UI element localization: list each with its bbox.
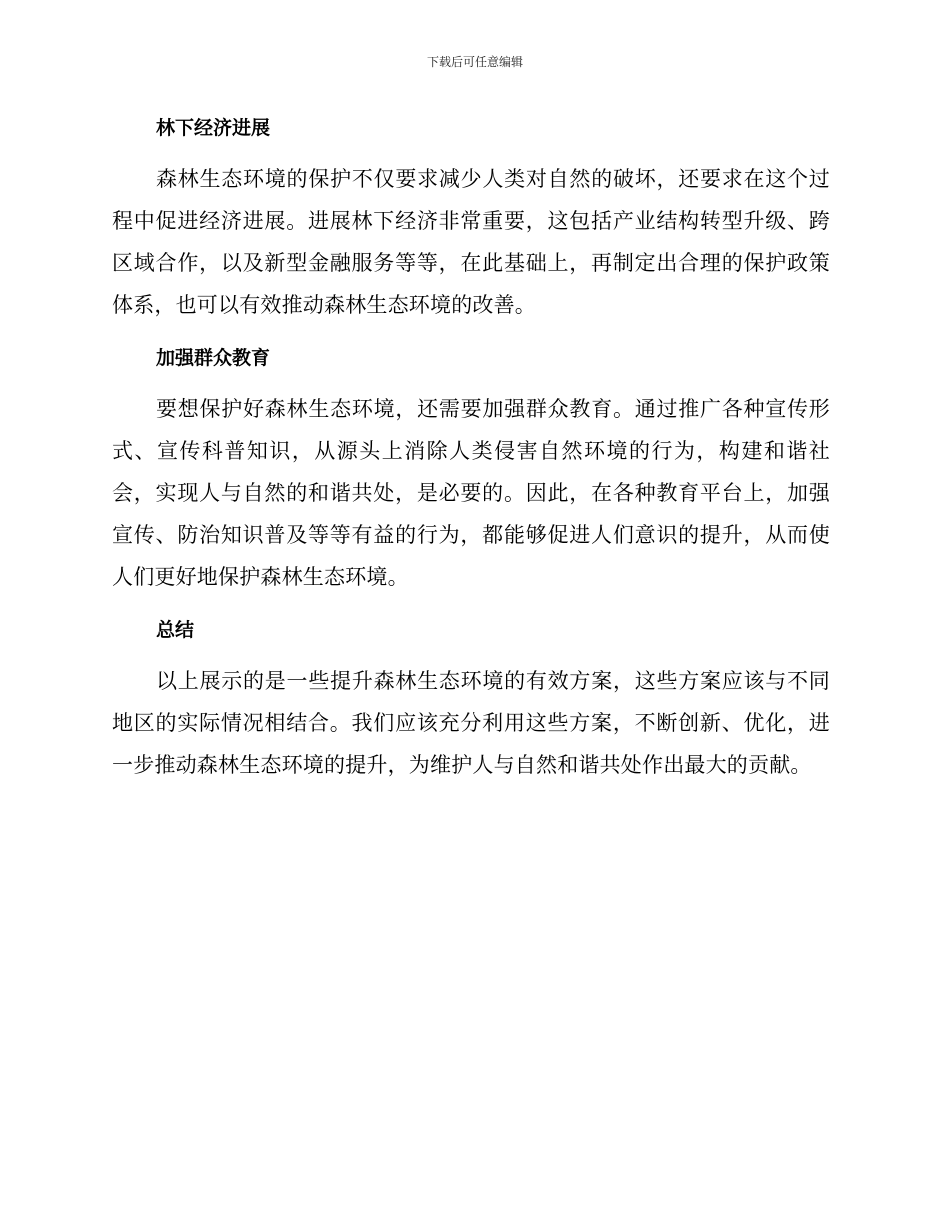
section-forest-economy bbox=[112, 108, 830, 326]
page-header-note: 下载后可任意编辑 bbox=[426, 55, 523, 69]
section-paragraph: 森林生态环境的保护不仅要求减少人类对自然的破坏，还要求在这个过程中促进经济进展。进展林下经济非常重要，这包括产业结构转型升级、跨区域合作，以及新型金融服务等等，在此基础上，再制定出合理的保护政策体系，也可以有效推动森林生态环境的改善。 bbox=[112, 167, 830, 317]
section-heading: 林下经济进展 bbox=[156, 117, 271, 139]
document-content bbox=[112, 108, 830, 798]
section-summary bbox=[112, 610, 830, 786]
section-heading: 总结 bbox=[156, 619, 195, 641]
section-paragraph: 要想保护好森林生态环境，还需要加强群众教育。通过推广各种宣传形式、宣传科普知识，从源头上消除人类侵害自然环境的行为，构建和谐社会，实现人与自然的和谐共处，是必要的。因此，在各种教育平台上，加强宣传、防治知识普及等等有益的行为，都能够促进人们意识的提升，从而使人们更好地保护森林生态环境。 bbox=[112, 397, 830, 589]
section-public-education bbox=[112, 338, 830, 598]
section-heading: 加强群众教育 bbox=[156, 347, 271, 369]
section-paragraph: 以上展示的是一些提升森林生态环境的有效方案，这些方案应该与不同地区的实际情况相结合。我们应该充分利用这些方案，不断创新、优化，进一步推动森林生态环境的提升，为维护人与自然和谐共处作出最大的贡献。 bbox=[112, 669, 830, 777]
